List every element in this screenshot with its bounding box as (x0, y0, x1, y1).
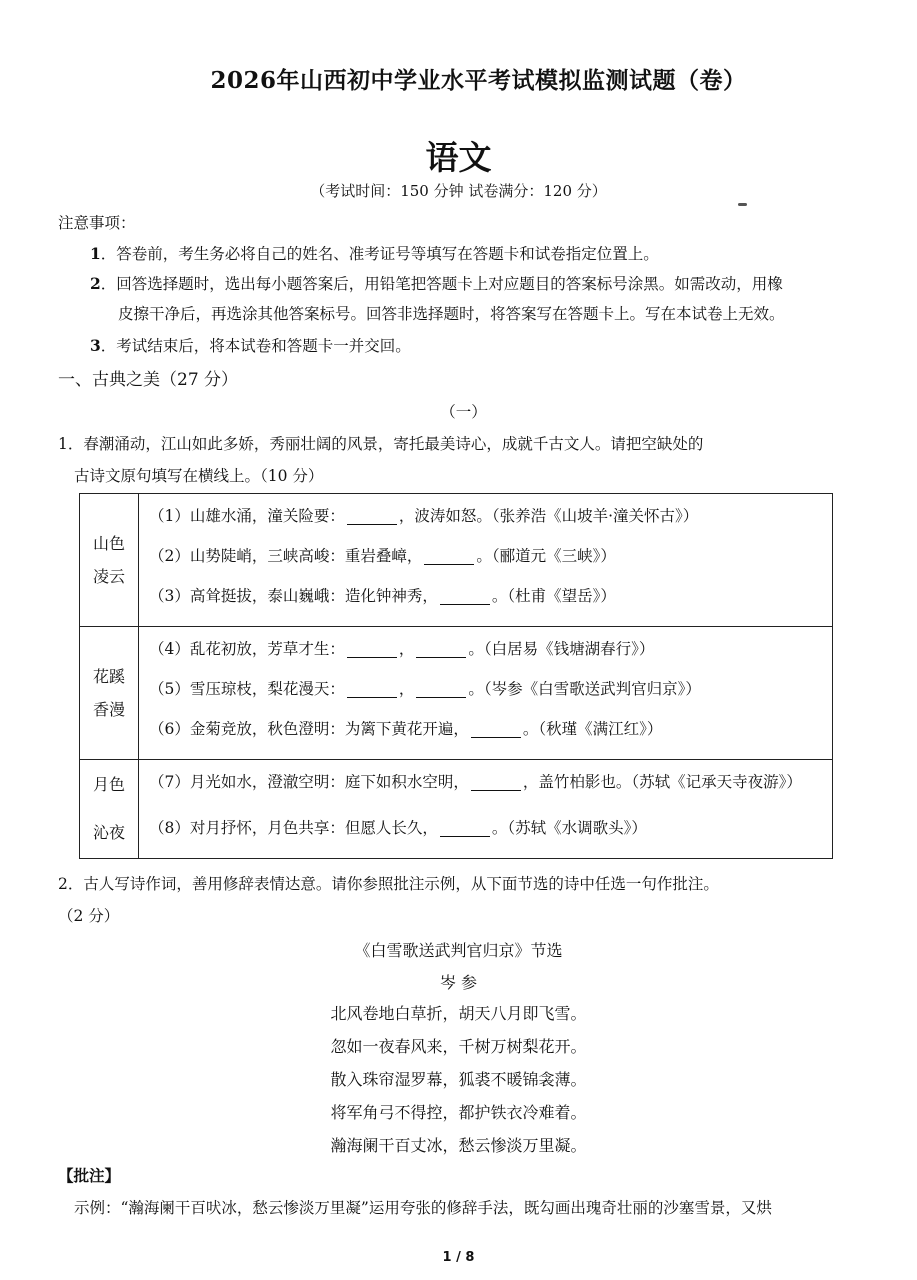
row-prefix: （5）雪压琼枝，梨花漫天： (149, 680, 345, 698)
q2-prompt-line1: 2．古人写诗作词，善用修辞表情达意。请你参照批注示例，从下面节选的诗中任选一句作批注。 (58, 875, 719, 893)
answer-blank[interactable] (424, 544, 474, 565)
notice-item-number: 1 (90, 244, 101, 263)
rows-cell (139, 494, 833, 627)
notice-item-1 (90, 242, 659, 264)
category-label: 花蹊 (92, 667, 125, 686)
row-prefix: （3）高耸挺拔，泰山巍峨：造化钟神秀， (149, 587, 438, 605)
notice-item-text: ．回答选择题时，选出每小题答案后，用铅笔把答题卡上对应题目的答案标号涂黑。如需改动，用橡 (100, 275, 783, 293)
notice-item-text: ．答卷前，考生务必将自己的姓名、准考证号等填写在答题卡和试卷指定位置上。 (100, 245, 659, 263)
poem-author: 岑 参 (439, 973, 478, 992)
row-prefix: （4）乱花初放，芳草才生： (149, 640, 345, 658)
row-suffix: 。（白居易《钱塘湖春行》） (468, 640, 655, 658)
category-cell (80, 494, 139, 627)
poem-line: 忽如一夜春风来，千树万树梨花开。 (330, 1037, 587, 1056)
notice-item-2-cont: 皮擦干净后，再选涂其他答案标号。回答非选择题时，将答案写在答题卡上。写在本试卷上无效。 (118, 305, 785, 323)
section-heading: 一、古典之美（27 分） (58, 370, 239, 390)
row-separator: ， (398, 680, 415, 698)
row-suffix: 。（秋瑾《满江红》） (522, 720, 663, 738)
annotation-example: 示例：“瀚海阑干百吠冰，愁云惨淡万里凝”运用夸张的修辞手法，既勾画出瑰奇壮丽的沙塞雪景，又烘 (74, 1199, 772, 1217)
poem-line: 散入珠帘湿罗幕，狐裘不暖锦衾薄。 (330, 1070, 587, 1089)
notice-item-3 (90, 334, 411, 356)
notice-item-number: 3 (90, 336, 101, 355)
category-label: 山色 (92, 534, 125, 553)
poem-line: 将军角弓不得控，都护铁衣冷难着。 (330, 1103, 587, 1122)
row-prefix: （2）山势陡峭，三峡高峻：重岩叠嶂， (149, 547, 423, 565)
answer-blank[interactable] (347, 637, 397, 658)
category-label: 月色 (92, 775, 125, 794)
poem-title: 《白雪歌送武判官归京》节选 (354, 941, 563, 960)
answer-blank[interactable] (471, 770, 521, 791)
poem-line: 瀚海阑干百丈冰，愁云惨淡万里凝。 (330, 1136, 587, 1155)
page-number: 1 / 8 (442, 1250, 475, 1265)
row-suffix: 。（苏轼《水调歌头》） (491, 819, 647, 837)
answer-blank[interactable] (347, 504, 397, 525)
q1-prompt-line1: 1．春潮涌动，江山如此多娇，秀丽壮阔的风景，寄托最美诗心，成就千古文人。请把空缺处的 (58, 435, 704, 453)
row-prefix: （6）金菊竞放，秋色澄明：为篱下黄花开遍， (149, 720, 469, 738)
q1-prompt-line2: 古诗文原句填写在横线上。（10 分） (74, 467, 324, 485)
category-cell (80, 760, 139, 859)
question-row (139, 808, 832, 848)
row-suffix: ，波涛如怒。（张养浩《山坡羊·潼关怀古》） (398, 507, 699, 525)
answer-blank[interactable] (440, 816, 490, 837)
row-suffix: 。（郦道元《三峡》） (476, 547, 616, 565)
scan-speck (738, 203, 747, 206)
poem-line: 北风卷地白草折，胡天八月即飞雪。 (330, 1004, 587, 1023)
exam-title: 2026年山西初中学业水平考试模拟监测试题（卷） (210, 67, 747, 94)
question-row (139, 762, 832, 808)
table-group (80, 760, 833, 859)
row-prefix: （8）对月抒怀，月色共享：但愿人长久， (149, 819, 438, 837)
row-separator: ， (398, 640, 415, 658)
table-group (80, 627, 833, 760)
question-row (139, 709, 832, 749)
category-label: 香漫 (92, 700, 125, 719)
question-row (139, 536, 832, 576)
notice-item-number: 2 (90, 274, 101, 293)
row-suffix: 。（杜甫《望岳》） (491, 587, 616, 605)
answer-blank[interactable] (416, 637, 466, 658)
row-suffix: 。（岑参《白雪歌送武判官归京》） (468, 680, 701, 698)
answer-blank[interactable] (440, 584, 490, 605)
row-suffix: ，盖竹柏影也。（苏轼《记承天寺夜游》） (522, 773, 802, 791)
row-prefix: （1）山雄水涌，潼关险要： (149, 507, 345, 525)
answer-blank[interactable] (471, 717, 521, 738)
notice-item-2 (90, 272, 783, 294)
annotation-heading: 【批注】 (58, 1166, 121, 1185)
answer-blank[interactable] (347, 677, 397, 698)
question-row (139, 496, 832, 536)
notice-item-text: ．考试结束后，将本试卷和答题卡一并交回。 (100, 337, 411, 355)
subject-title: 语文 (425, 138, 492, 177)
category-label: 凌云 (92, 567, 125, 586)
row-prefix: （7）月光如水，澄澈空明：庭下如积水空明， (149, 773, 469, 791)
answer-blank[interactable] (416, 677, 466, 698)
fill-in-table (79, 493, 833, 859)
question-row (139, 576, 832, 616)
notice-heading: 注意事项： (58, 214, 136, 232)
question-row (139, 629, 832, 669)
q2-prompt-line2: （2 分） (58, 907, 120, 925)
table-group (80, 494, 833, 627)
question-row (139, 669, 832, 709)
rows-cell (139, 760, 833, 859)
category-cell (80, 627, 139, 760)
category-label: 沁夜 (92, 823, 125, 842)
exam-info: （考试时间：150 分钟 试卷满分：120 分） (310, 182, 607, 200)
rows-cell (139, 627, 833, 760)
part-label: （一） (440, 403, 487, 421)
